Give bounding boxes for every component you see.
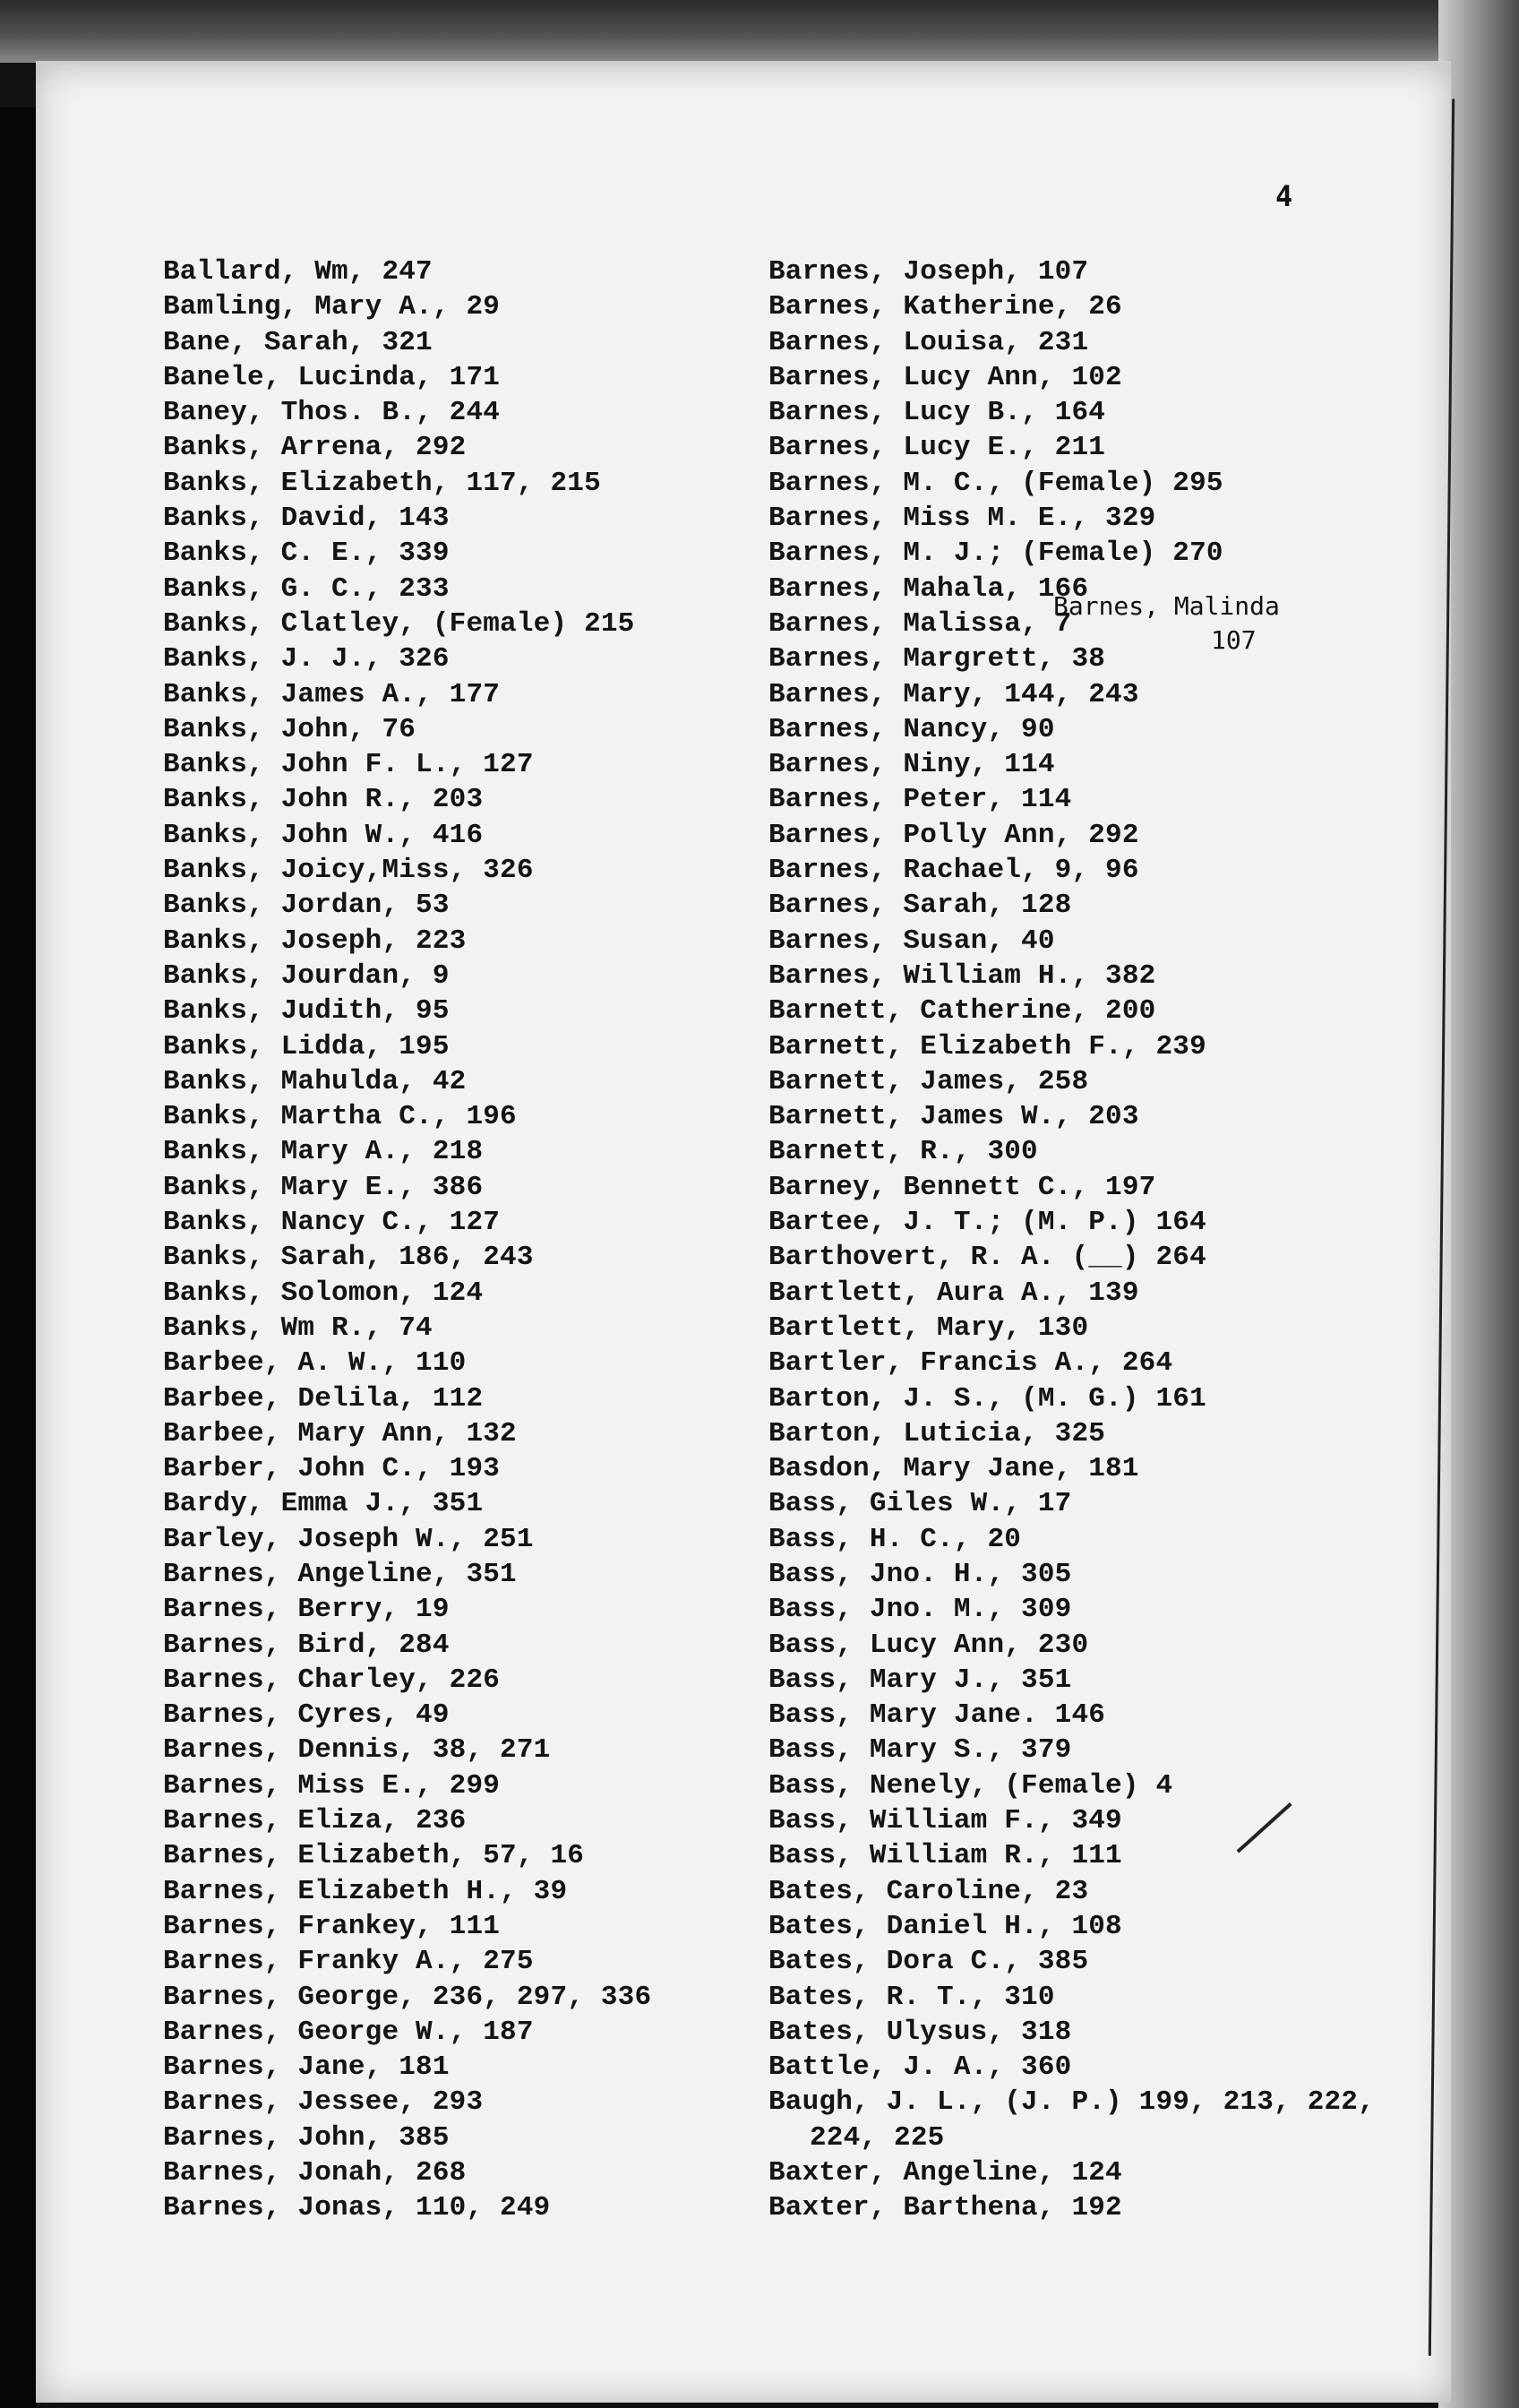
index-entry: Barnes, Niny, 114 [768, 749, 1055, 781]
index-entry: Barnes, Peter, 114 [768, 784, 1072, 816]
index-entry: Barnes, Margrett, 38 [768, 643, 1106, 675]
index-entry: Banks, Clatley, (Female) 215 [163, 607, 635, 640]
index-entry: Bates, Ulysus, 318 [768, 2016, 1072, 2048]
page-number: 4 [1275, 179, 1293, 213]
index-entry: Barnes, George, 236, 297, 336 [163, 1981, 652, 2013]
index-entry: Barbee, Mary Ann, 132 [163, 1417, 517, 1449]
index-entry: Basdon, Mary Jane, 181 [768, 1453, 1139, 1485]
index-entry: Barnes, Jonas, 110, 249 [163, 2192, 551, 2224]
binding-edge [0, 108, 36, 2408]
index-entry: Banks, Nancy C., 127 [163, 1207, 501, 1239]
index-entry: Barnes, Miss E., 299 [163, 1769, 501, 1802]
index-entry: Bartee, J. T.; (M. P.) 164 [768, 1207, 1206, 1239]
margin-note-name: Barnes, Malinda [1053, 591, 1280, 621]
index-entry: Banks, Jordan, 53 [163, 890, 450, 922]
index-entry: Bass, Jno. H., 305 [768, 1558, 1072, 1590]
index-entry: Barnes, Franky A., 275 [163, 1946, 534, 1978]
scan-top-strip [0, 0, 1519, 63]
index-entry: Bartlett, Mary, 130 [768, 1312, 1089, 1344]
index-entry: Barnes, Miss M. E., 329 [768, 503, 1156, 535]
index-entry: Barnes, Susan, 40 [768, 924, 1055, 957]
index-entry: Bass, Giles W., 17 [768, 1488, 1072, 1520]
index-entry: Bates, R. T., 310 [768, 1981, 1055, 2013]
index-entry: Barnes, George W., 187 [163, 2016, 534, 2048]
index-entry: Barbee, Delila, 112 [163, 1382, 484, 1415]
index-entry: Barnes, Mahala, 166 [768, 572, 1089, 605]
index-entry: Barnes, M. J.; (Female) 270 [768, 538, 1223, 570]
index-entry: Barley, Joseph W., 251 [163, 1523, 534, 1555]
index-entry: Bass, William R., 111 [768, 1840, 1122, 1872]
index-entry: Banks, Arrena, 292 [163, 432, 467, 464]
index-entry: Barnes, Angeline, 351 [163, 1558, 517, 1590]
index-entry: Barney, Bennett C., 197 [768, 1171, 1156, 1203]
index-column-right [768, 254, 1375, 2226]
index-entry: Banks, Elizabeth, 117, 215 [163, 467, 601, 499]
index-entry: Bass, Mary S., 379 [768, 1734, 1072, 1767]
index-entry: Battle, J. A., 360 [768, 2051, 1072, 2084]
index-entry: Barnes, Frankey, 111 [163, 1910, 501, 1942]
index-entry: Banks, J. J., 326 [163, 643, 450, 675]
index-entry: Banks, Mary A., 218 [163, 1136, 484, 1168]
index-entry: Banks, Jourdan, 9 [163, 959, 450, 992]
index-entry: Barnes, Sarah, 128 [768, 890, 1072, 922]
index-entry: Bane, Sarah, 321 [163, 326, 433, 358]
index-entry: 224, 225 [810, 2121, 945, 2154]
index-entry: Barnes, Cyres, 49 [163, 1699, 450, 1732]
index-entry: Barnes, Bird, 284 [163, 1629, 450, 1661]
index-entry: Banks, Wm R., 74 [163, 1312, 433, 1344]
index-entry: Barnes, Mary, 144, 243 [768, 678, 1139, 710]
index-entry: Bartler, Francis A., 264 [768, 1347, 1173, 1380]
index-entry: Barnes, Nancy, 90 [768, 713, 1055, 745]
index-entry: Barnett, James W., 203 [768, 1101, 1139, 1133]
index-entry: Baxter, Barthena, 192 [768, 2192, 1122, 2224]
index-entry: Barnes, Elizabeth, 57, 16 [163, 1840, 585, 1872]
index-entry: Barnes, Lucy B., 164 [768, 397, 1106, 429]
index-entry: Baxter, Angeline, 124 [768, 2157, 1122, 2189]
index-entry: Barnes, Eliza, 236 [163, 1805, 467, 1837]
index-entry: Banks, Mahulda, 42 [163, 1065, 467, 1097]
index-entry: Barnes, Jane, 181 [163, 2051, 450, 2084]
index-entry: Barnes, Joseph, 107 [768, 256, 1089, 288]
index-entry: Banks, Martha C., 196 [163, 1101, 517, 1133]
index-entry: Barnes, Berry, 19 [163, 1594, 450, 1626]
index-entry: Barnes, Charley, 226 [163, 1664, 501, 1696]
index-entry: Bates, Dora C., 385 [768, 1946, 1089, 1978]
index-entry: Barnes, Lucy E., 211 [768, 432, 1106, 464]
index-column-left [163, 254, 651, 2226]
index-entry: Banks, John F. L., 127 [163, 749, 534, 781]
index-entry: Bardy, Emma J., 351 [163, 1488, 484, 1520]
index-entry: Banks, Mary E., 386 [163, 1171, 484, 1203]
index-entry: Banks, John, 76 [163, 713, 416, 745]
index-entry: Bass, H. C., 20 [768, 1523, 1022, 1555]
index-entry: Barnes, William H., 382 [768, 959, 1156, 992]
index-entry: Barnes, Katherine, 26 [768, 291, 1122, 323]
index-entry: Barnes, Dennis, 38, 271 [163, 1734, 551, 1767]
index-entry: Barnett, James, 258 [768, 1065, 1089, 1097]
index-entry: Barton, J. S., (M. G.) 161 [768, 1382, 1206, 1415]
index-entry: Barnes, Malissa, 7 [768, 607, 1072, 640]
index-entry: Bates, Daniel H., 108 [768, 1910, 1122, 1942]
index-entry: Barnett, Catherine, 200 [768, 995, 1156, 1028]
index-entry: Barbee, A. W., 110 [163, 1347, 467, 1380]
index-entry: Banks, John R., 203 [163, 784, 484, 816]
margin-note-ref: 107 [1211, 625, 1257, 655]
index-entry: Banks, Sarah, 186, 243 [163, 1242, 534, 1274]
index-entry: Banks, Judith, 95 [163, 995, 450, 1028]
index-entry: Barnes, Louisa, 231 [768, 326, 1089, 358]
index-entry: Bates, Caroline, 23 [768, 1875, 1089, 1907]
index-entry: Banks, David, 143 [163, 503, 450, 535]
index-entry: Baney, Thos. B., 244 [163, 397, 501, 429]
index-entry: Barnett, R., 300 [768, 1136, 1038, 1168]
index-entry: Banks, James A., 177 [163, 678, 501, 710]
index-entry: Barnes, Polly Ann, 292 [768, 819, 1139, 851]
index-entry: Barnes, John, 385 [163, 2121, 450, 2154]
index-entry: Barnes, Rachael, 9, 96 [768, 855, 1139, 887]
index-entry: Banks, Joicy,Miss, 326 [163, 855, 534, 887]
index-entry: Baugh, J. L., (J. P.) 199, 213, 222, [768, 2086, 1375, 2119]
index-entry: Barthovert, R. A. (__) 264 [768, 1242, 1206, 1274]
index-entry: Bartlett, Aura A., 139 [768, 1277, 1139, 1309]
index-entry: Bass, Jno. M., 309 [768, 1594, 1072, 1626]
index-entry: Ballard, Wm, 247 [163, 256, 433, 288]
index-entry: Barber, John C., 193 [163, 1453, 501, 1485]
index-entry: Banks, Joseph, 223 [163, 924, 467, 957]
index-entry: Barnes, Lucy Ann, 102 [768, 361, 1122, 393]
index-entry: Bass, Mary Jane. 146 [768, 1699, 1106, 1732]
index-entry: Barnes, Elizabeth H., 39 [163, 1875, 568, 1907]
index-entry: Bass, Mary J., 351 [768, 1664, 1072, 1696]
index-entry: Bass, William F., 349 [768, 1805, 1122, 1837]
index-entry: Bamling, Mary A., 29 [163, 291, 501, 323]
index-entry: Banks, Lidda, 195 [163, 1030, 450, 1062]
index-entry: Barnes, Jonah, 268 [163, 2157, 467, 2189]
index-entry: Banks, C. E., 339 [163, 538, 450, 570]
index-entry: Barton, Luticia, 325 [768, 1417, 1106, 1449]
index-entry: Barnett, Elizabeth F., 239 [768, 1030, 1206, 1062]
index-entry: Banks, G. C., 233 [163, 572, 450, 605]
index-entry: Banele, Lucinda, 171 [163, 361, 501, 393]
index-entry: Banks, Solomon, 124 [163, 1277, 484, 1309]
index-entry: Bass, Nenely, (Female) 4 [768, 1769, 1173, 1802]
index-entry: Banks, John W., 416 [163, 819, 484, 851]
index-entry: Barnes, Jessee, 293 [163, 2086, 484, 2119]
index-entry: Bass, Lucy Ann, 230 [768, 1629, 1089, 1661]
index-entry: Barnes, M. C., (Female) 295 [768, 467, 1223, 499]
handwritten-margin-note [1053, 589, 1280, 658]
